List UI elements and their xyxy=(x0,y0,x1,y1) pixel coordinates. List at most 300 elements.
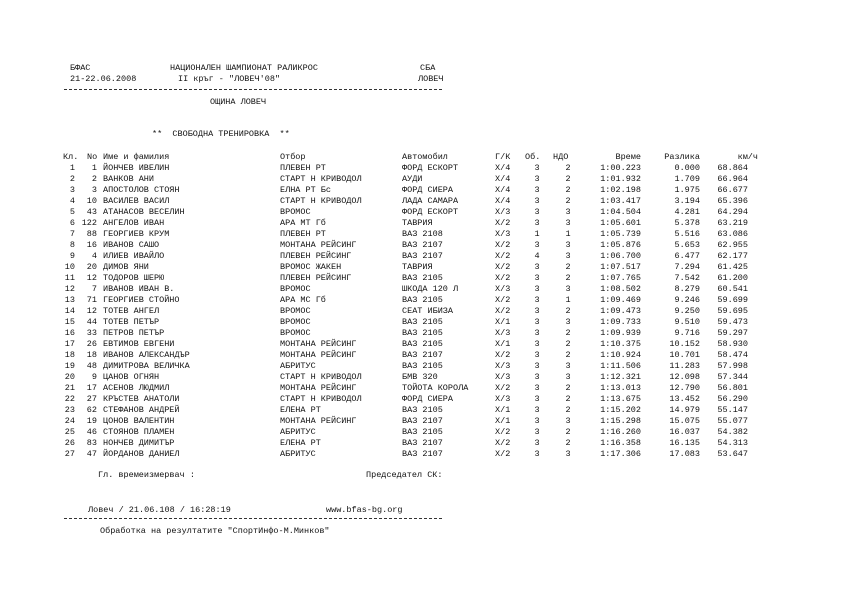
cell-class: Х/1 xyxy=(495,317,511,327)
cell-pos: 10 xyxy=(64,262,75,272)
cell-ndo: 2 xyxy=(565,185,571,195)
cell-name: АТАНАСОВ ВЕСЕЛИН xyxy=(103,207,185,217)
cell-class: Х/3 xyxy=(495,207,511,217)
cell-pos: 12 xyxy=(64,284,75,294)
cell-pos: 21 xyxy=(64,383,75,393)
cell-speed: 59.699 xyxy=(717,295,748,305)
cell-no: 26 xyxy=(86,339,97,349)
class-code: СБА xyxy=(420,63,436,73)
cell-pos: 18 xyxy=(64,350,75,360)
cell-diff: 10.701 xyxy=(669,350,700,360)
cell-laps: 3 xyxy=(534,449,540,459)
cell-pos: 7 xyxy=(69,229,75,239)
cell-ndo: 3 xyxy=(565,218,571,228)
cell-car: ВАЗ 2105 xyxy=(402,328,443,338)
cell-time: 1:00.223 xyxy=(600,163,641,173)
cell-name: ВАНКОВ АНИ xyxy=(103,174,155,184)
cell-speed: 54.382 xyxy=(717,427,748,437)
cell-time: 1:01.932 xyxy=(600,174,641,184)
cell-speed: 59.695 xyxy=(717,306,748,316)
cell-no: 16 xyxy=(86,240,97,250)
cell-laps: 3 xyxy=(534,306,540,316)
cell-class: Х/4 xyxy=(495,163,511,173)
cell-time: 1:11.506 xyxy=(600,361,641,371)
cell-club: СТАРТ Н КРИВОДОЛ xyxy=(280,394,362,404)
cell-car: ФОРД ЕСКОРТ xyxy=(402,163,459,173)
chairman-label: Председател СК: xyxy=(366,470,443,480)
cell-diff: 9.250 xyxy=(674,306,700,316)
cell-speed: 54.313 xyxy=(717,438,748,448)
championship-title: НАЦИОНАЛЕН ШАМПИОНАТ РАЛИКРОС xyxy=(170,63,318,73)
col-header-time: Време xyxy=(615,152,641,162)
processing-credit: Обработка на резултатите "СпортИнфо-М.Минков" xyxy=(100,526,330,536)
cell-car: ТАВРИЯ xyxy=(402,262,433,272)
cell-diff: 17.083 xyxy=(669,449,700,459)
cell-ndo: 2 xyxy=(565,350,571,360)
cell-laps: 3 xyxy=(534,427,540,437)
cell-speed: 66.677 xyxy=(717,185,748,195)
cell-name: ТОДОРОВ ШЕРЮ xyxy=(103,273,165,283)
cell-ndo: 3 xyxy=(565,361,571,371)
cell-diff: 10.152 xyxy=(669,339,700,349)
cell-club: МОНТАНА РЕЙСИНГ xyxy=(280,240,357,250)
cell-no: 43 xyxy=(86,207,97,217)
cell-time: 1:09.469 xyxy=(600,295,641,305)
cell-no: 3 xyxy=(91,185,97,195)
cell-time: 1:07.517 xyxy=(600,262,641,272)
cell-car: БМВ 320 xyxy=(402,372,438,382)
cell-club: МОНТАНА РЕЙСИНГ xyxy=(280,350,357,360)
cell-pos: 11 xyxy=(64,273,75,283)
cell-class: Х/2 xyxy=(495,350,511,360)
cell-time: 1:15.298 xyxy=(600,416,641,426)
cell-no: 10 xyxy=(86,196,97,206)
cell-speed: 55.077 xyxy=(717,416,748,426)
cell-club: АБРИТУС xyxy=(280,427,316,437)
cell-car: ШКОДА 120 Л xyxy=(402,284,459,294)
cell-no: 33 xyxy=(86,328,97,338)
cell-class: Х/1 xyxy=(495,416,511,426)
cell-car: ВАЗ 2105 xyxy=(402,427,443,437)
cell-no: 47 xyxy=(86,449,97,459)
cell-no: 48 xyxy=(86,361,97,371)
cell-car: ВАЗ 2108 xyxy=(402,229,443,239)
col-header-class: Г/К xyxy=(495,152,511,162)
col-header-pos: Кл. xyxy=(63,152,79,162)
col-header-ndo: НДО xyxy=(553,152,569,162)
cell-class: Х/3 xyxy=(495,229,511,239)
cell-pos: 27 xyxy=(64,449,75,459)
cell-club: ВРОМОС xyxy=(280,306,311,316)
print-info: Ловеч / 21.06.108 / 16:28:19 xyxy=(88,505,231,515)
cell-pos: 15 xyxy=(64,317,75,327)
cell-time: 1:09.939 xyxy=(600,328,641,338)
cell-speed: 63.219 xyxy=(717,218,748,228)
cell-pos: 19 xyxy=(64,361,75,371)
cell-class: Х/2 xyxy=(495,240,511,250)
cell-car: ВАЗ 2105 xyxy=(402,295,443,305)
cell-car: ТАВРИЯ xyxy=(402,218,433,228)
cell-speed: 55.147 xyxy=(717,405,748,415)
cell-pos: 16 xyxy=(64,328,75,338)
cell-time: 1:09.473 xyxy=(600,306,641,316)
cell-no: 12 xyxy=(86,306,97,316)
cell-pos: 1 xyxy=(69,163,75,173)
cell-class: Х/1 xyxy=(495,339,511,349)
cell-ndo: 2 xyxy=(565,394,571,404)
cell-ndo: 2 xyxy=(565,427,571,437)
cell-diff: 12.790 xyxy=(669,383,700,393)
cell-diff: 16.037 xyxy=(669,427,700,437)
cell-club: МОНТАНА РЕЙСИНГ xyxy=(280,383,357,393)
cell-time: 1:06.700 xyxy=(600,251,641,261)
cell-diff: 7.542 xyxy=(674,273,700,283)
cell-time: 1:15.202 xyxy=(600,405,641,415)
cell-laps: 3 xyxy=(534,295,540,305)
cell-speed: 60.541 xyxy=(717,284,748,294)
cell-diff: 6.477 xyxy=(674,251,700,261)
cell-pos: 6 xyxy=(69,218,75,228)
cell-club: СТАРТ Н КРИВОДОЛ xyxy=(280,372,362,382)
cell-diff: 11.283 xyxy=(669,361,700,371)
cell-class: Х/3 xyxy=(495,328,511,338)
cell-diff: 4.281 xyxy=(674,207,700,217)
cell-name: ЦОНОВ ВАЛЕНТИН xyxy=(103,416,175,426)
cell-car: ВАЗ 2105 xyxy=(402,361,443,371)
cell-car: ВАЗ 2107 xyxy=(402,449,443,459)
cell-ndo: 2 xyxy=(565,328,571,338)
cell-club: ВРОМОС xyxy=(280,317,311,327)
cell-car: ВАЗ 2107 xyxy=(402,438,443,448)
cell-ndo: 2 xyxy=(565,262,571,272)
cell-pos: 4 xyxy=(69,196,75,206)
cell-time: 1:13.675 xyxy=(600,394,641,404)
cell-diff: 1.709 xyxy=(674,174,700,184)
col-header-club: Отбор xyxy=(280,152,306,162)
cell-time: 1:03.417 xyxy=(600,196,641,206)
cell-diff: 9.716 xyxy=(674,328,700,338)
cell-ndo: 2 xyxy=(565,196,571,206)
cell-speed: 57.998 xyxy=(717,361,748,371)
cell-name: СТОЯНОВ ПЛАМЕН xyxy=(103,427,175,437)
cell-car: ЛАДА САМАРА xyxy=(402,196,459,206)
cell-laps: 3 xyxy=(534,383,540,393)
cell-class: Х/2 xyxy=(495,295,511,305)
cell-speed: 59.297 xyxy=(717,328,748,338)
cell-name: ДИМИТРОВА ВЕЛИЧКА xyxy=(103,361,190,371)
cell-club: СТАРТ Н КРИВОДОЛ xyxy=(280,174,362,184)
cell-no: 17 xyxy=(86,383,97,393)
cell-class: Х/1 xyxy=(495,405,511,415)
col-header-laps: Об. xyxy=(525,152,541,162)
cell-class: Х/2 xyxy=(495,218,511,228)
cell-club: ВРОМОС xyxy=(280,284,311,294)
cell-name: АНГЕЛОВ ИВАН xyxy=(103,218,165,228)
cell-laps: 3 xyxy=(534,416,540,426)
cell-pos: 20 xyxy=(64,372,75,382)
cell-class: Х/2 xyxy=(495,438,511,448)
cell-ndo: 3 xyxy=(565,449,571,459)
cell-car: ВАЗ 2105 xyxy=(402,339,443,349)
cell-car: ФОРД СИЕРА xyxy=(402,185,454,195)
cell-ndo: 3 xyxy=(565,207,571,217)
cell-club: ПЛЕВЕН РЕЙСИНГ xyxy=(280,273,352,283)
cell-speed: 57.344 xyxy=(717,372,748,382)
cell-laps: 3 xyxy=(534,372,540,382)
cell-diff: 3.194 xyxy=(674,196,700,206)
cell-speed: 56.801 xyxy=(717,383,748,393)
municipality: ОЩИНА ЛОВЕЧ xyxy=(210,97,267,107)
cell-time: 1:16.260 xyxy=(600,427,641,437)
event-round: II кръг - "ЛОВЕЧ'08" xyxy=(178,74,281,84)
event-place: ЛОВЕЧ xyxy=(418,74,444,84)
session-title: ** СВОБОДНА ТРЕНИРОВКА ** xyxy=(152,129,290,139)
cell-pos: 22 xyxy=(64,394,75,404)
cell-laps: 3 xyxy=(534,240,540,250)
cell-club: ВРОМОС ЖАКЕН xyxy=(280,262,342,272)
cell-pos: 13 xyxy=(64,295,75,305)
cell-class: Х/2 xyxy=(495,449,511,459)
cell-speed: 66.964 xyxy=(717,174,748,184)
cell-name: ТОТЕВ ПЕТЪР xyxy=(103,317,160,327)
cell-no: 44 xyxy=(86,317,97,327)
cell-club: МОНТАНА РЕЙСИНГ xyxy=(280,416,357,426)
cell-diff: 12.098 xyxy=(669,372,700,382)
cell-no: 18 xyxy=(86,350,97,360)
cell-club: СТАРТ Н КРИВОДОЛ xyxy=(280,196,362,206)
cell-speed: 58.474 xyxy=(717,350,748,360)
cell-car: ВАЗ 2105 xyxy=(402,405,443,415)
cell-pos: 8 xyxy=(69,240,75,250)
cell-name: ЦАНОВ ОГНЯН xyxy=(103,372,160,382)
cell-time: 1:10.924 xyxy=(600,350,641,360)
org-name: БФАС xyxy=(70,63,91,73)
cell-car: ФОРД СИЕРА xyxy=(402,394,454,404)
cell-speed: 63.086 xyxy=(717,229,748,239)
cell-no: 46 xyxy=(86,427,97,437)
col-header-car: Автомобил xyxy=(402,152,448,162)
timekeeper-label: Гл. времеизмервач : xyxy=(98,470,195,480)
cell-class: Х/3 xyxy=(495,394,511,404)
cell-class: Х/2 xyxy=(495,306,511,316)
cell-class: Х/3 xyxy=(495,372,511,382)
cell-name: АСЕНОВ ЛЮДМИЛ xyxy=(103,383,170,393)
cell-club: АРА МС Гб xyxy=(280,295,326,305)
cell-laps: 3 xyxy=(534,317,540,327)
cell-name: ИЛИЕВ ИВАЙЛО xyxy=(103,251,165,261)
cell-time: 1:10.375 xyxy=(600,339,641,349)
cell-club: ЕЛНА РТ Бс xyxy=(280,185,332,195)
cell-laps: 3 xyxy=(534,328,540,338)
cell-speed: 56.290 xyxy=(717,394,748,404)
cell-diff: 9.246 xyxy=(674,295,700,305)
cell-name: ПЕТРОВ ПЕТЪР xyxy=(103,328,165,338)
cell-ndo: 3 xyxy=(565,240,571,250)
cell-club: ПЛЕВЕН РТ xyxy=(280,163,326,173)
cell-car: ТОЙОТА КОРОЛА xyxy=(402,383,469,393)
cell-club: ПЛЕВЕН РЕЙСИНГ xyxy=(280,251,352,261)
cell-name: ГЕОРГИЕВ СТОЙНО xyxy=(103,295,180,305)
cell-time: 1:17.306 xyxy=(600,449,641,459)
col-header-speed: км/ч xyxy=(737,152,758,162)
cell-ndo: 2 xyxy=(565,405,571,415)
cell-time: 1:13.013 xyxy=(600,383,641,393)
col-header-diff: Разлика xyxy=(664,152,700,162)
cell-club: АБРИТУС xyxy=(280,361,316,371)
cell-time: 1:04.504 xyxy=(600,207,641,217)
cell-time: 1:09.733 xyxy=(600,317,641,327)
col-header-name: Име и фамилия xyxy=(103,152,170,162)
cell-diff: 13.452 xyxy=(669,394,700,404)
cell-diff: 15.075 xyxy=(669,416,700,426)
cell-diff: 8.279 xyxy=(674,284,700,294)
cell-time: 1:05.876 xyxy=(600,240,641,250)
cell-ndo: 3 xyxy=(565,416,571,426)
col-header-no: No xyxy=(87,152,98,162)
cell-speed: 53.647 xyxy=(717,449,748,459)
cell-laps: 3 xyxy=(534,262,540,272)
cell-no: 71 xyxy=(86,295,97,305)
cell-laps: 3 xyxy=(534,394,540,404)
cell-car: ВАЗ 2107 xyxy=(402,416,443,426)
cell-car: ВАЗ 2107 xyxy=(402,240,443,250)
cell-time: 1:05.739 xyxy=(600,229,641,239)
cell-laps: 3 xyxy=(534,339,540,349)
cell-diff: 5.653 xyxy=(674,240,700,250)
cell-no: 9 xyxy=(91,372,97,382)
cell-name: ЙОРДАНОВ ДАНИЕЛ xyxy=(103,449,180,459)
cell-time: 1:16.358 xyxy=(600,438,641,448)
cell-car: ВАЗ 2107 xyxy=(402,251,443,261)
cell-class: Х/2 xyxy=(495,251,511,261)
cell-ndo: 2 xyxy=(565,163,571,173)
cell-ndo: 3 xyxy=(565,251,571,261)
cell-name: СТЕФАНОВ АНДРЕЙ xyxy=(103,405,180,415)
cell-diff: 5.378 xyxy=(674,218,700,228)
table-row xyxy=(0,450,842,461)
cell-diff: 7.294 xyxy=(674,262,700,272)
cell-laps: 3 xyxy=(534,185,540,195)
cell-club: МОНТАНА РЕЙСИНГ xyxy=(280,339,357,349)
cell-ndo: 3 xyxy=(565,317,571,327)
cell-laps: 3 xyxy=(534,361,540,371)
cell-ndo: 2 xyxy=(565,306,571,316)
cell-no: 20 xyxy=(86,262,97,272)
cell-laps: 1 xyxy=(534,229,540,239)
cell-laps: 3 xyxy=(534,163,540,173)
cell-time: 1:07.765 xyxy=(600,273,641,283)
cell-car: СЕАТ ИБИЗА xyxy=(402,306,454,316)
cell-no: 12 xyxy=(86,273,97,283)
cell-diff: 9.510 xyxy=(674,317,700,327)
cell-ndo: 1 xyxy=(565,295,571,305)
cell-club: АРА МТ Гб xyxy=(280,218,326,228)
cell-car: АУДИ xyxy=(402,174,423,184)
cell-class: Х/3 xyxy=(495,361,511,371)
cell-class: Х/2 xyxy=(495,273,511,283)
cell-speed: 65.396 xyxy=(717,196,748,206)
cell-pos: 26 xyxy=(64,438,75,448)
cell-speed: 61.200 xyxy=(717,273,748,283)
cell-speed: 62.177 xyxy=(717,251,748,261)
cell-time: 1:12.321 xyxy=(600,372,641,382)
cell-name: ИВАНОВ АЛЕКСАНДЪР xyxy=(103,350,190,360)
cell-laps: 3 xyxy=(534,284,540,294)
cell-class: Х/4 xyxy=(495,174,511,184)
cell-name: ЙОНЧЕВ ИВЕЛИН xyxy=(103,163,170,173)
cell-class: Х/2 xyxy=(495,262,511,272)
cell-pos: 2 xyxy=(69,174,75,184)
cell-diff: 14.979 xyxy=(669,405,700,415)
cell-club: ВРОМОС xyxy=(280,328,311,338)
cell-pos: 23 xyxy=(64,405,75,415)
cell-ndo: 2 xyxy=(565,339,571,349)
cell-club: ЕЛЕНА РТ xyxy=(280,405,321,415)
cell-speed: 61.425 xyxy=(717,262,748,272)
cell-ndo: 2 xyxy=(565,174,571,184)
cell-name: ТОТЕВ АНГЕЛ xyxy=(103,306,160,316)
cell-diff: 0.000 xyxy=(674,163,700,173)
cell-ndo: 3 xyxy=(565,284,571,294)
cell-speed: 68.864 xyxy=(717,163,748,173)
cell-class: Х/4 xyxy=(495,196,511,206)
cell-pos: 24 xyxy=(64,416,75,426)
cell-pos: 25 xyxy=(64,427,75,437)
cell-ndo: 1 xyxy=(565,229,571,239)
cell-time: 1:05.601 xyxy=(600,218,641,228)
cell-no: 7 xyxy=(91,284,97,294)
cell-laps: 3 xyxy=(534,438,540,448)
cell-speed: 62.955 xyxy=(717,240,748,250)
cell-no: 27 xyxy=(86,394,97,404)
cell-diff: 16.135 xyxy=(669,438,700,448)
cell-pos: 9 xyxy=(69,251,75,261)
event-dates: 21-22.06.2008 xyxy=(70,74,137,84)
cell-ndo: 2 xyxy=(565,273,571,283)
cell-class: Х/2 xyxy=(495,383,511,393)
cell-laps: 3 xyxy=(534,405,540,415)
cell-name: АПОСТОЛОВ СТОЯН xyxy=(103,185,180,195)
cell-no: 19 xyxy=(86,416,97,426)
cell-name: НОНЧЕВ ДИМИТЪР xyxy=(103,438,175,448)
cell-laps: 4 xyxy=(534,251,540,261)
cell-name: ДИМОВ ЯНИ xyxy=(103,262,149,272)
header-divider xyxy=(64,89,442,90)
cell-diff: 5.516 xyxy=(674,229,700,239)
cell-name: ИВАНОВ ИВАН В. xyxy=(103,284,175,294)
cell-laps: 3 xyxy=(534,218,540,228)
cell-club: ПЛЕВЕН РТ xyxy=(280,229,326,239)
website: www.bfas-bg.org xyxy=(326,505,403,515)
footer-divider xyxy=(64,518,442,519)
cell-car: ВАЗ 2105 xyxy=(402,273,443,283)
cell-laps: 3 xyxy=(534,207,540,217)
cell-car: ВАЗ 2107 xyxy=(402,350,443,360)
cell-ndo: 2 xyxy=(565,383,571,393)
cell-pos: 17 xyxy=(64,339,75,349)
cell-time: 1:02.198 xyxy=(600,185,641,195)
cell-pos: 14 xyxy=(64,306,75,316)
cell-name: ВАСИЛЕВ ВАСИЛ xyxy=(103,196,170,206)
cell-club: ВРОМОС xyxy=(280,207,311,217)
cell-no: 62 xyxy=(86,405,97,415)
cell-car: ФОРД ЕСКОРТ xyxy=(402,207,459,217)
cell-class: Х/2 xyxy=(495,427,511,437)
cell-speed: 64.294 xyxy=(717,207,748,217)
cell-no: 2 xyxy=(91,174,97,184)
cell-laps: 3 xyxy=(534,196,540,206)
cell-class: Х/3 xyxy=(495,284,511,294)
